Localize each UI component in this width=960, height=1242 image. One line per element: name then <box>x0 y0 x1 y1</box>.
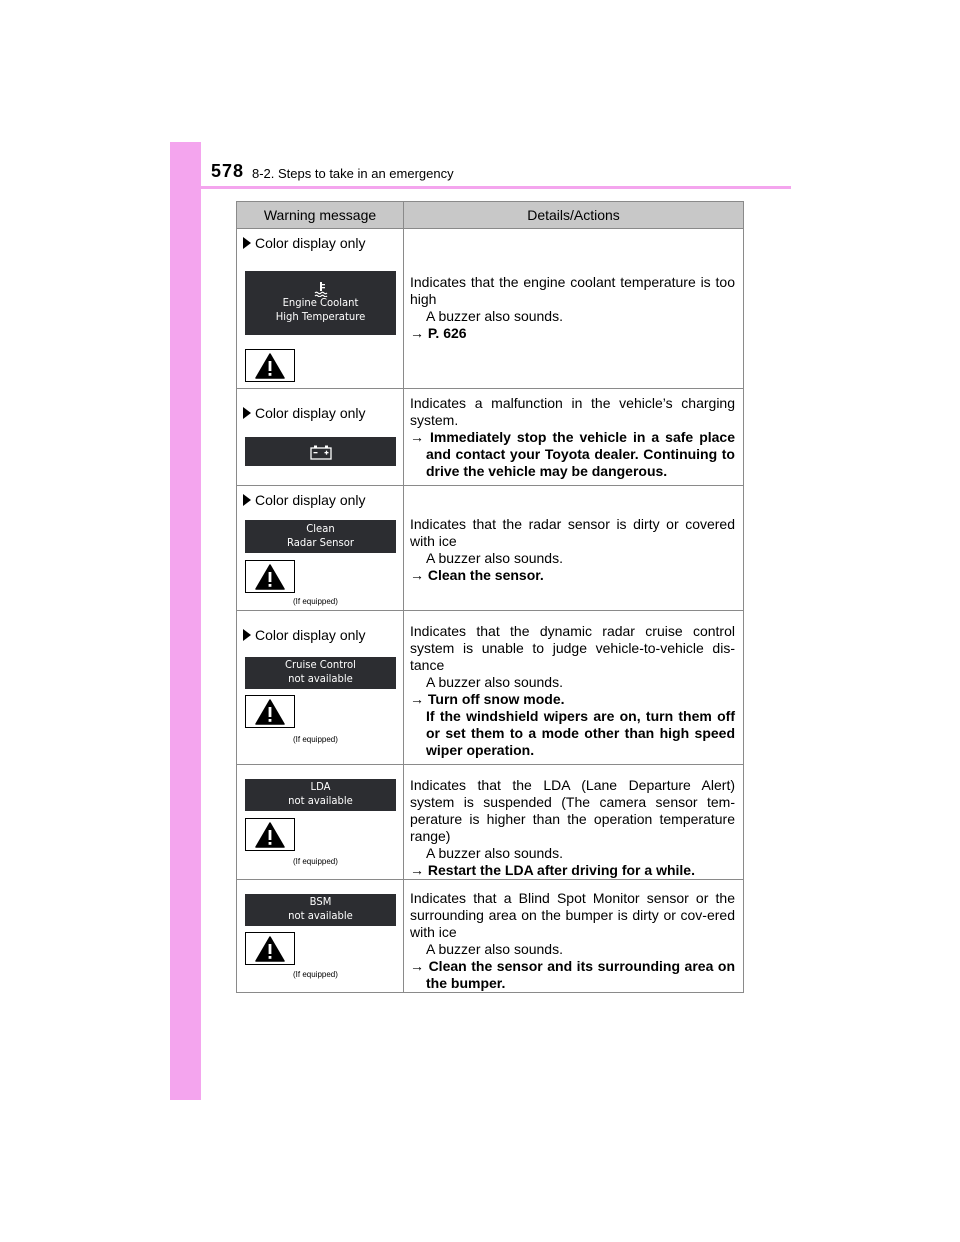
warning-triangle-icon <box>255 353 285 379</box>
if-equipped-note: (If equipped) <box>293 735 338 744</box>
details-block: Indicates that the radar sensor is dirty or covered with ice A buzzer also sounds. → Clean the sensor. <box>410 516 735 583</box>
warning-indicator <box>245 932 295 965</box>
column-header-warning: Warning message <box>237 202 404 229</box>
details-block: Indicates that the dynamic radar cruise control system is unable to judge vehicle-to-vehicle dis-tance A buzzer also sounds. → Turn off snow mode. If the windshield wipers are on, turn them off or set them to a mode other than high speed wiper operation. <box>410 623 735 758</box>
table-row <box>237 486 744 611</box>
warning-indicator <box>245 818 295 851</box>
warning-triangle-icon <box>255 936 285 962</box>
right-triangle-icon <box>243 629 251 641</box>
warning-triangle-icon <box>255 699 285 725</box>
display-clean-radar-sensor: Clean Radar Sensor <box>245 520 396 553</box>
color-display-note: Color display only <box>243 235 366 251</box>
table-row <box>237 880 744 993</box>
warning-triangle-icon <box>255 822 285 848</box>
warning-indicator <box>245 349 295 382</box>
details-block: Indicates that the LDA (Lane Departure Alert) system is suspended (The camera sensor tem-perature is higher than the operation temperature range) A buzzer also sounds. → Restart the LDA after driving for a while. <box>410 777 735 878</box>
table-row <box>237 389 744 486</box>
display-lda: LDA not available <box>245 779 396 811</box>
table-row <box>237 229 744 389</box>
color-display-note: Color display only <box>243 627 366 643</box>
if-equipped-note: (If equipped) <box>293 970 338 979</box>
if-equipped-note: (If equipped) <box>293 857 338 866</box>
side-tab <box>170 142 201 1100</box>
display-charging-system <box>245 437 396 466</box>
details-block: Indicates a malfunction in the vehicle’s charging system. → Immediately stop the vehicle in a safe place and contact your Toyota dealer. Continuing to drive the vehicle may be dangerous. <box>410 395 735 479</box>
right-triangle-icon <box>243 237 251 249</box>
page-number: 578 <box>211 161 245 181</box>
display-engine-coolant: Engine Coolant High Temperature <box>245 271 396 335</box>
warning-indicator <box>245 695 295 728</box>
if-equipped-note: (If equipped) <box>293 597 338 606</box>
display-cruise-control: Cruise Control not available <box>245 657 396 689</box>
header-rule <box>170 186 791 189</box>
table-row <box>237 611 744 765</box>
warning-message-table <box>236 201 744 993</box>
table-row <box>237 765 744 880</box>
color-display-note: Color display only <box>243 405 366 421</box>
right-triangle-icon <box>243 494 251 506</box>
display-bsm: BSM not available <box>245 894 396 926</box>
section-title: 8-2. Steps to take in an emergency <box>252 166 454 181</box>
details-block: Indicates that the engine coolant temperature is too high A buzzer also sounds. → P. 626 <box>410 274 735 341</box>
coolant-temp-icon <box>314 281 328 297</box>
color-display-note: Color display only <box>243 492 366 508</box>
warning-triangle-icon <box>255 564 285 590</box>
details-block: Indicates that a Blind Spot Monitor sensor or the surrounding area on the bumper is dirty or cov-ered with ice A buzzer also sounds. → Clean the sensor and its surrounding area on the bumper. <box>410 890 736 991</box>
right-triangle-icon <box>243 407 251 419</box>
warning-indicator <box>245 560 295 593</box>
column-header-details: Details/Actions <box>404 202 744 229</box>
battery-icon <box>309 444 333 460</box>
